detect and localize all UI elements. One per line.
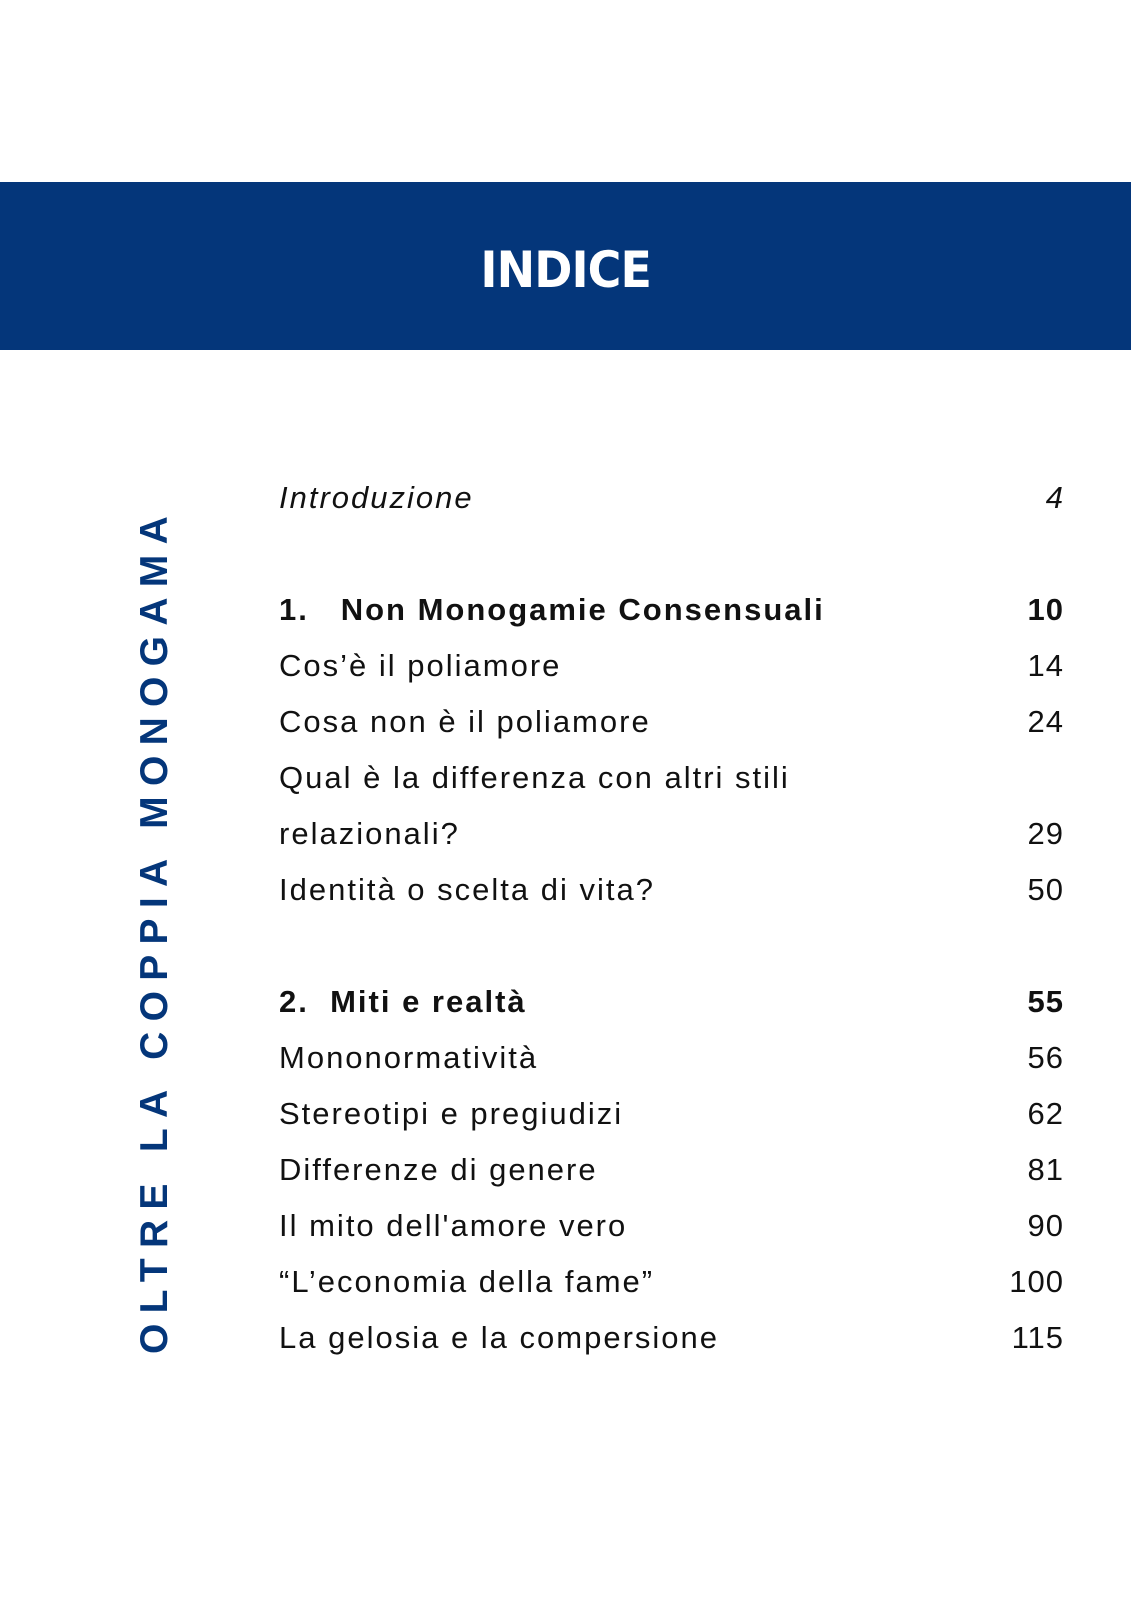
toc-entry[interactable] — [279, 1198, 1064, 1254]
toc-entry[interactable] — [279, 694, 1064, 750]
toc-chapter-1[interactable] — [279, 582, 1064, 638]
toc-label: 1. Non Monogamie Consensuali — [279, 592, 825, 627]
toc-label: 2. Miti e realtà — [279, 984, 527, 1019]
toc-page: 10 — [1027, 592, 1064, 627]
toc-entry[interactable] — [279, 1030, 1064, 1086]
toc-entry[interactable] — [279, 638, 1064, 694]
toc-page: 100 — [1009, 1264, 1064, 1299]
toc-entry-intro[interactable] — [279, 470, 1064, 526]
toc-label: Introduzione — [279, 480, 474, 515]
toc-label: Differenze di genere — [279, 1152, 598, 1187]
side-book-title: OLTRE LA COPPIA MONOGAMA — [133, 505, 176, 1355]
toc-page: 14 — [1027, 648, 1064, 683]
toc-label: Identità o scelta di vita? — [279, 872, 655, 907]
toc-entry[interactable] — [279, 1310, 1064, 1366]
toc-entry[interactable] — [279, 806, 1064, 862]
toc-entry[interactable] — [279, 750, 1064, 806]
toc-entry[interactable] — [279, 1086, 1064, 1142]
toc-label: La gelosia e la compersione — [279, 1320, 720, 1355]
toc-label: Mononormatività — [279, 1040, 539, 1075]
spacer — [279, 918, 1064, 974]
table-of-contents — [279, 470, 1064, 1366]
toc-label: Qual è la differenza con altri stili — [279, 760, 790, 795]
toc-chapter-2[interactable] — [279, 974, 1064, 1030]
toc-page: 55 — [1027, 984, 1064, 1019]
toc-page: 24 — [1027, 704, 1064, 739]
toc-entry[interactable] — [279, 862, 1064, 918]
toc-page: 62 — [1027, 1096, 1064, 1131]
page-title: INDICE — [480, 241, 651, 299]
toc-page: 4 — [1045, 480, 1064, 515]
toc-page: 115 — [1011, 1320, 1064, 1355]
toc-label: Cosa non è il poliamore — [279, 704, 651, 739]
toc-label: Stereotipi e pregiudizi — [279, 1096, 624, 1131]
toc-page: 50 — [1027, 872, 1064, 907]
toc-label: Cos’è il poliamore — [279, 648, 562, 683]
toc-page: 90 — [1027, 1208, 1064, 1243]
toc-page: 81 — [1027, 1152, 1064, 1187]
toc-label: “L’economia della fame” — [279, 1264, 655, 1299]
toc-label: relazionali? — [279, 816, 460, 851]
toc-label: Il mito dell'amore vero — [279, 1208, 628, 1243]
toc-page: 29 — [1027, 816, 1064, 851]
header-banner — [0, 182, 1131, 350]
toc-page: 56 — [1027, 1040, 1064, 1075]
toc-entry[interactable] — [279, 1142, 1064, 1198]
spacer — [279, 526, 1064, 582]
toc-entry[interactable] — [279, 1254, 1064, 1310]
